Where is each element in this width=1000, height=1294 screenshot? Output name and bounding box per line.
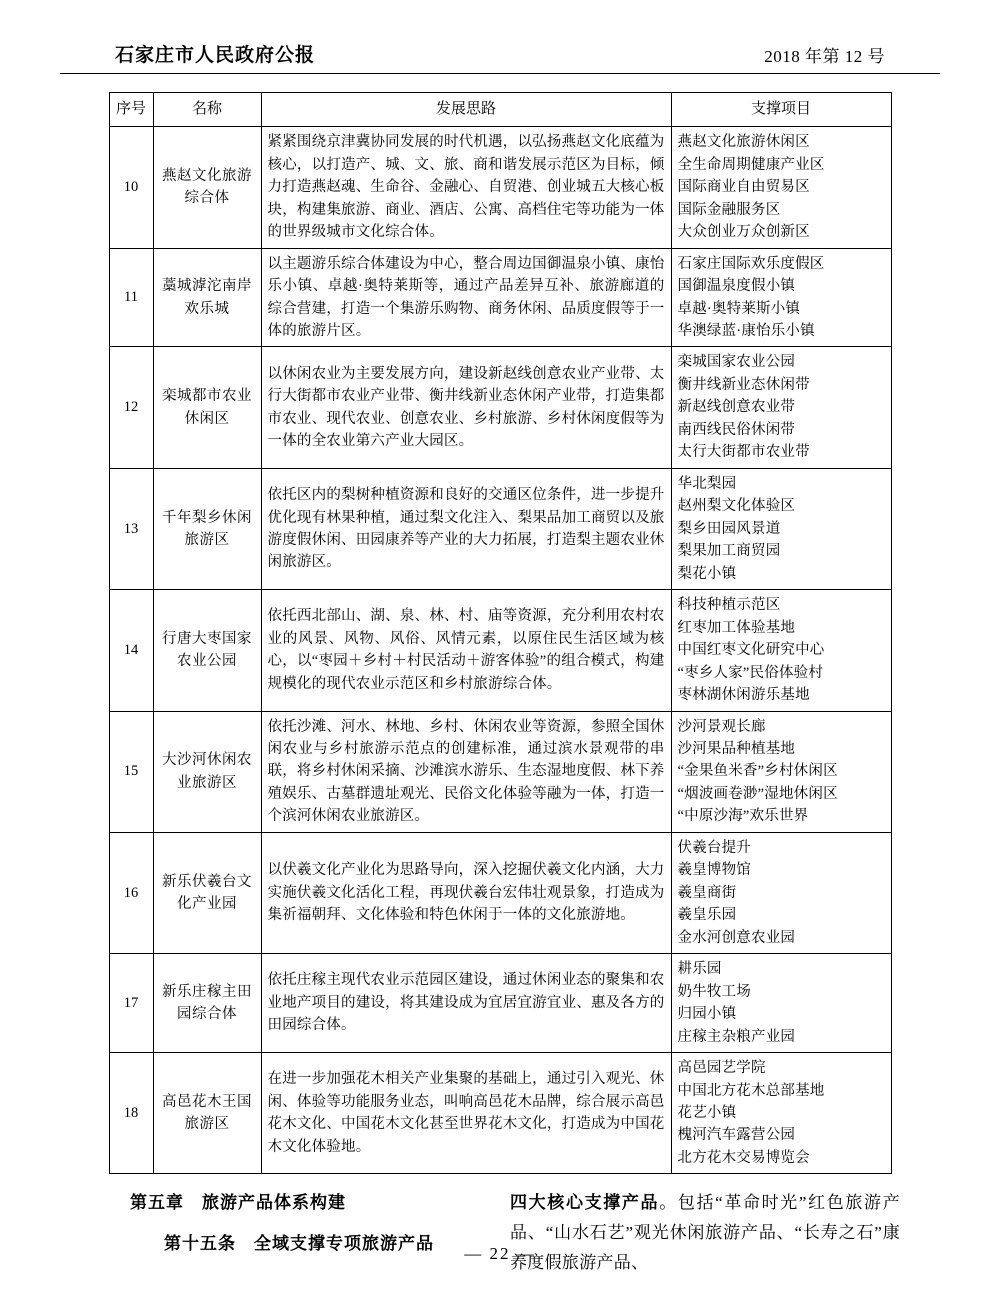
cell-name: 栾城都市农业休闲区 [153,347,261,468]
cell-projects [671,347,891,468]
table-row [109,590,891,711]
cell-idea: 依托西北部山、湖、泉、林、村、庙等资源，充分利用农村农业的风景、风物、风俗、风情元素，以原住民生活区域为核心，以“枣园＋乡村＋村民活动＋游客体验”的组合模式，构建规模化的现代农业示范区和乡村旅游综合体。 [261,590,671,711]
project-item: 华北梨园 [677,475,737,492]
cell-projects [671,711,891,832]
page-number [0,1244,1000,1264]
cell-idea: 以休闲农业为主要发展方向，建设新赵线创意农业产业带、太行大街都市农业产业带、衡井线新业态休闲产业带，打造集都市农业、现代农业、创意农业、乡村旅游、乡村休闲度假等为一体的全农业第六产业大园区。 [261,347,671,468]
cell-no: 12 [109,347,153,468]
body-paragraph [510,1188,900,1277]
cell-no: 13 [109,468,153,589]
project-item: 衡井线新业态休闲带 [677,376,810,393]
cell-no: 11 [109,248,153,347]
cell-projects [671,1053,891,1174]
project-item: 归园小镇 [677,1006,737,1023]
cell-no: 17 [109,954,153,1053]
publication-title: 石家庄市人民政府公报 [115,45,316,66]
project-item: 红枣加工体验基地 [677,619,796,636]
chapter-heading: 第五章 旅游产品体系构建 [130,1193,346,1213]
project-item: “金果鱼米香”乡村休闲区 [677,763,838,780]
cell-name: 新乐庄稼主田园综合体 [153,954,261,1053]
cell-no: 16 [109,832,153,953]
table-row [109,347,891,468]
cell-no: 14 [109,590,153,711]
project-item: 国际金融服务区 [677,201,781,218]
cell-idea: 依托庄稼主现代农业示范园区建设，通过休闲业态的聚集和农业地产项目的建设，将其建设成为宜居宜游宜业、惠及各方的田园综合体。 [261,954,671,1053]
cell-idea: 依托沙滩、河水、林地、乡村、休闲农业等资源，参照全国休闲农业与乡村旅游示范点的创建标准，通过滨水景观带的串联，将乡村休闲采摘、沙滩滨水游乐、生态湿地度假、林下养殖娱乐、古墓群遗址观光、民俗文化体验等融为一体，打造一个滨河休闲农业旅游区。 [261,711,671,832]
cell-name: 行唐大枣国家农业公园 [153,590,261,711]
cell-projects [671,248,891,347]
left-column [70,1188,500,1277]
cell-projects [671,832,891,953]
project-item: 槐河汽车露营公园 [677,1127,796,1144]
cell-projects [671,127,891,248]
paragraph-text: 。包括“革命时光”红色旅游产品、“山水石艺”观光休闲旅游产品、“长寿之石”康养度假旅游产品、 [510,1193,900,1272]
project-item: 国际商业自由贸易区 [677,179,810,196]
cell-name: 大沙河休闲农业旅游区 [153,711,261,832]
table-row [109,1053,891,1174]
project-item: 梨花小镇 [677,565,737,582]
cell-no: 10 [109,127,153,248]
project-item: 南西线民俗休闲带 [677,421,796,438]
cell-projects [671,954,891,1053]
project-item: 羲皇博物馆 [677,862,751,879]
project-item: 羲皇商街 [677,884,737,901]
project-item: 新赵线创意农业带 [677,399,796,416]
project-item: 卓越·奥特莱斯小镇 [677,300,801,317]
column-header-name: 名称 [153,93,261,127]
cell-idea: 紧紧围绕京津冀协同发展的时代机遇，以弘扬燕赵文化底蕴为核心，以打造产、城、文、旅、商和谐发展示范区为目标，倾力打造燕赵魂、生命谷、金融心、自贸港、创业城五大核心板块，构建集旅游、商业、酒店、公寓、高档住宅等功能为一体的世界级城市文化综合体。 [261,127,671,248]
issue-number: 2018 年第 12 号 [764,47,885,66]
column-header-idea: 发展思路 [261,93,671,127]
project-item: “中原沙海”欢乐世界 [677,808,809,825]
project-item: 石家庄国际欢乐度假区 [677,255,825,272]
project-item: “烟波画卷渺”湿地休闲区 [677,785,838,802]
project-item: 华澳绿蓝·康怡乐小镇 [677,323,815,339]
project-item: 大众创业万众创新区 [677,224,810,241]
page-header [60,40,940,74]
project-item: 庄稼主杂粮产业园 [677,1028,796,1045]
bottom-text-area [60,1188,940,1277]
table-row [109,832,891,953]
project-item: 伏羲台提升 [677,839,751,856]
cell-name: 藁城滹沱南岸欢乐城 [153,248,261,347]
project-item: 沙河果品种植基地 [677,740,796,757]
project-item: 中国红枣文化研究中心 [677,642,825,659]
cell-name: 新乐伏羲台文化产业园 [153,832,261,953]
table-body [109,127,891,1174]
project-item: “枣乡人家”民俗体验村 [677,664,824,681]
right-column [500,1188,930,1277]
project-item: 梨乡田园风景道 [677,520,781,537]
project-item: 奶牛牧工场 [677,983,751,1000]
project-item: 梨果加工商贸园 [677,543,781,560]
cell-name: 高邑花木王国旅游区 [153,1053,261,1174]
page-number-text: — 22 — [464,1244,536,1263]
project-item: 沙河景观长廊 [677,718,766,735]
cell-idea: 以主题游乐综合体建设为中心，整合周边国御温泉小镇、康怡乐小镇、卓越·奥特莱斯等，通过产品差异互补、旅游廊道的综合营建，打造一个集游乐购物、商务休闲、品质度假等于一体的旅游片区。 [261,248,671,347]
project-item: 花艺小镇 [677,1105,737,1121]
project-item: 太行大街都市农业带 [677,444,810,461]
cell-projects [671,590,891,711]
project-item: 金水河创意农业园 [677,929,796,946]
project-item: 科技种植示范区 [677,597,781,614]
project-item: 羲皇乐园 [677,907,737,924]
cell-idea: 在进一步加强花木相关产业集聚的基础上，通过引入观光、休闲、体验等功能服务业态，叫响高邑花木品牌，综合展示高邑花木文化、中国花木文化甚至世界花木文化，打造成为中国花木文化体验地。 [261,1053,671,1174]
project-item: 北方花木交易博览会 [677,1149,810,1166]
table-row [109,468,891,589]
table-row [109,711,891,832]
column-header-projects: 支撑项目 [671,93,891,127]
cell-idea: 依托区内的梨树种植资源和良好的交通区位条件，进一步提升优化现有林果种植，通过梨文化注入、梨果品加工商贸以及旅游度假休闲、田园康养等产业的大力拓展，打造梨主题农业休闲旅游区。 [261,468,671,589]
project-item: 全生命周期健康产业区 [677,156,825,173]
project-item: 枣林湖休闲游乐基地 [677,687,810,704]
project-item: 中国北方花木总部基地 [677,1082,825,1099]
article-heading: 第十五条 全域支撑专项旅游产品 [164,1234,434,1254]
cell-idea: 以伏羲文化产业化为思路导向，深入挖掘伏羲文化内涵，大力实施伏羲文化活化工程，再现伏羲台宏伟壮观景象，打造成为集祈福朝拜、文化体验和特色休闲于一体的文化旅游地。 [261,832,671,953]
table-row [109,248,891,347]
cell-no: 15 [109,711,153,832]
tourism-projects-table [109,92,892,1174]
cell-name: 千年梨乡休闲旅游区 [153,468,261,589]
project-item: 国御温泉度假小镇 [677,278,796,295]
project-item: 栾城国家农业公园 [677,354,796,371]
cell-projects [671,468,891,589]
table-row [109,127,891,248]
cell-name: 燕赵文化旅游综合体 [153,127,261,248]
paragraph-lead-in: 四大核心支撑产品 [510,1193,660,1213]
project-item: 耕乐园 [677,961,722,978]
table-row [109,954,891,1053]
project-item: 赵州梨文化体验区 [677,498,796,515]
table-header-row [109,93,891,127]
cell-no: 18 [109,1053,153,1174]
project-item: 高邑园艺学院 [677,1060,766,1077]
project-item: 燕赵文化旅游休闲区 [677,134,810,151]
column-header-no: 序号 [109,93,153,127]
